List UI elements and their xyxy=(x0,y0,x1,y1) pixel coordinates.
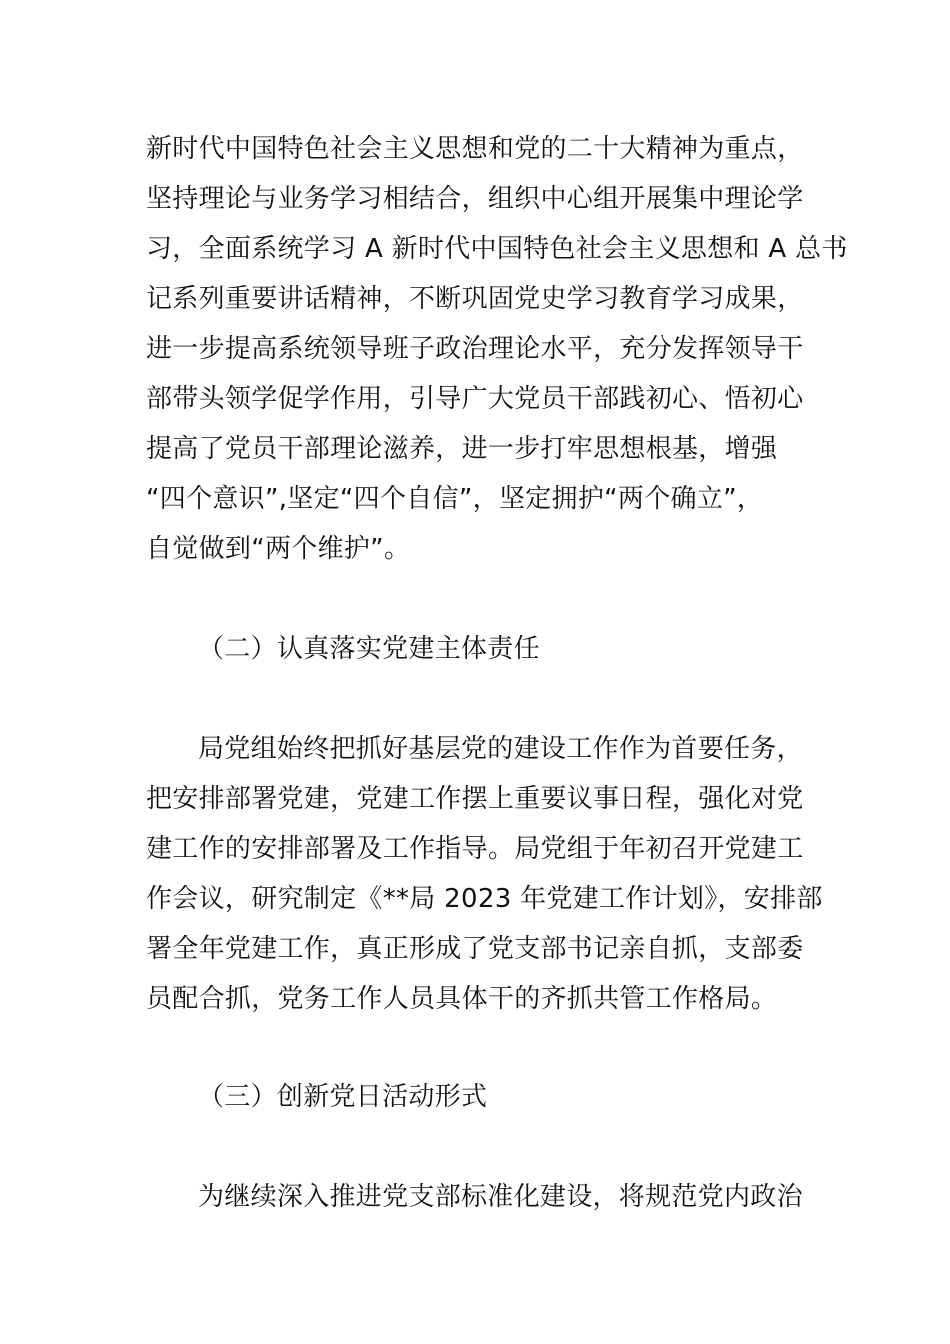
paragraph-2-line-3: 建工作的安排部署及工作指导。局党组于年初召开党建工 xyxy=(146,834,804,864)
paragraph-2-line-1: 局党组始终把抓好基层党的建设工作作为首要任务， xyxy=(198,734,803,764)
paragraph-1-line-4: 记系列重要讲话精神，不断巩固党史学习教育学习成果， xyxy=(146,284,804,314)
section-heading-2: （二）认真落实党建主体责任 xyxy=(198,634,540,664)
paragraph-2-line-2: 把安排部署党建，党建工作摆上重要议事日程，强化对党 xyxy=(146,784,804,814)
paragraph-1-line-9: 自觉做到“两个维护”。 xyxy=(146,534,411,564)
paragraph-1-line-7: 提高了党员干部理论滋养，进一步打牢思想根基，增强 xyxy=(146,434,778,464)
paragraph-1-line-3: 习，全面系统学习 A 新时代中国特色社会主义思想和 A 总书 xyxy=(146,234,848,264)
paragraph-3-line-1: 为继续深入推进党支部标准化建设，将规范党内政治 xyxy=(198,1182,803,1212)
paragraph-2-line-4: 作会议，研究制定《**局 2023 年党建工作计划》，安排部 xyxy=(146,884,823,914)
paragraph-1-line-5: 进一步提高系统领导班子政治理论水平，充分发挥领导干 xyxy=(146,334,804,364)
section-heading-3: （三）创新党日活动形式 xyxy=(198,1082,488,1112)
paragraph-2-line-6: 员配合抓，党务工作人员具体干的齐抓共管工作格局。 xyxy=(146,984,778,1014)
paragraph-1-line-1: 新时代中国特色社会主义思想和党的二十大精神为重点， xyxy=(146,134,804,164)
paragraph-2-line-5: 署全年党建工作，真正形成了党支部书记亲自抓，支部委 xyxy=(146,934,804,964)
paragraph-1-line-2: 坚持理论与业务学习相结合，组织中心组开展集中理论学 xyxy=(146,184,804,214)
paragraph-1-line-8: “四个意识”,坚定“四个自信”，坚定拥护“两个确立”， xyxy=(146,484,764,514)
paragraph-1-line-6: 部带头领学促学作用，引导广大党员干部践初心、悟初心 xyxy=(146,384,804,414)
